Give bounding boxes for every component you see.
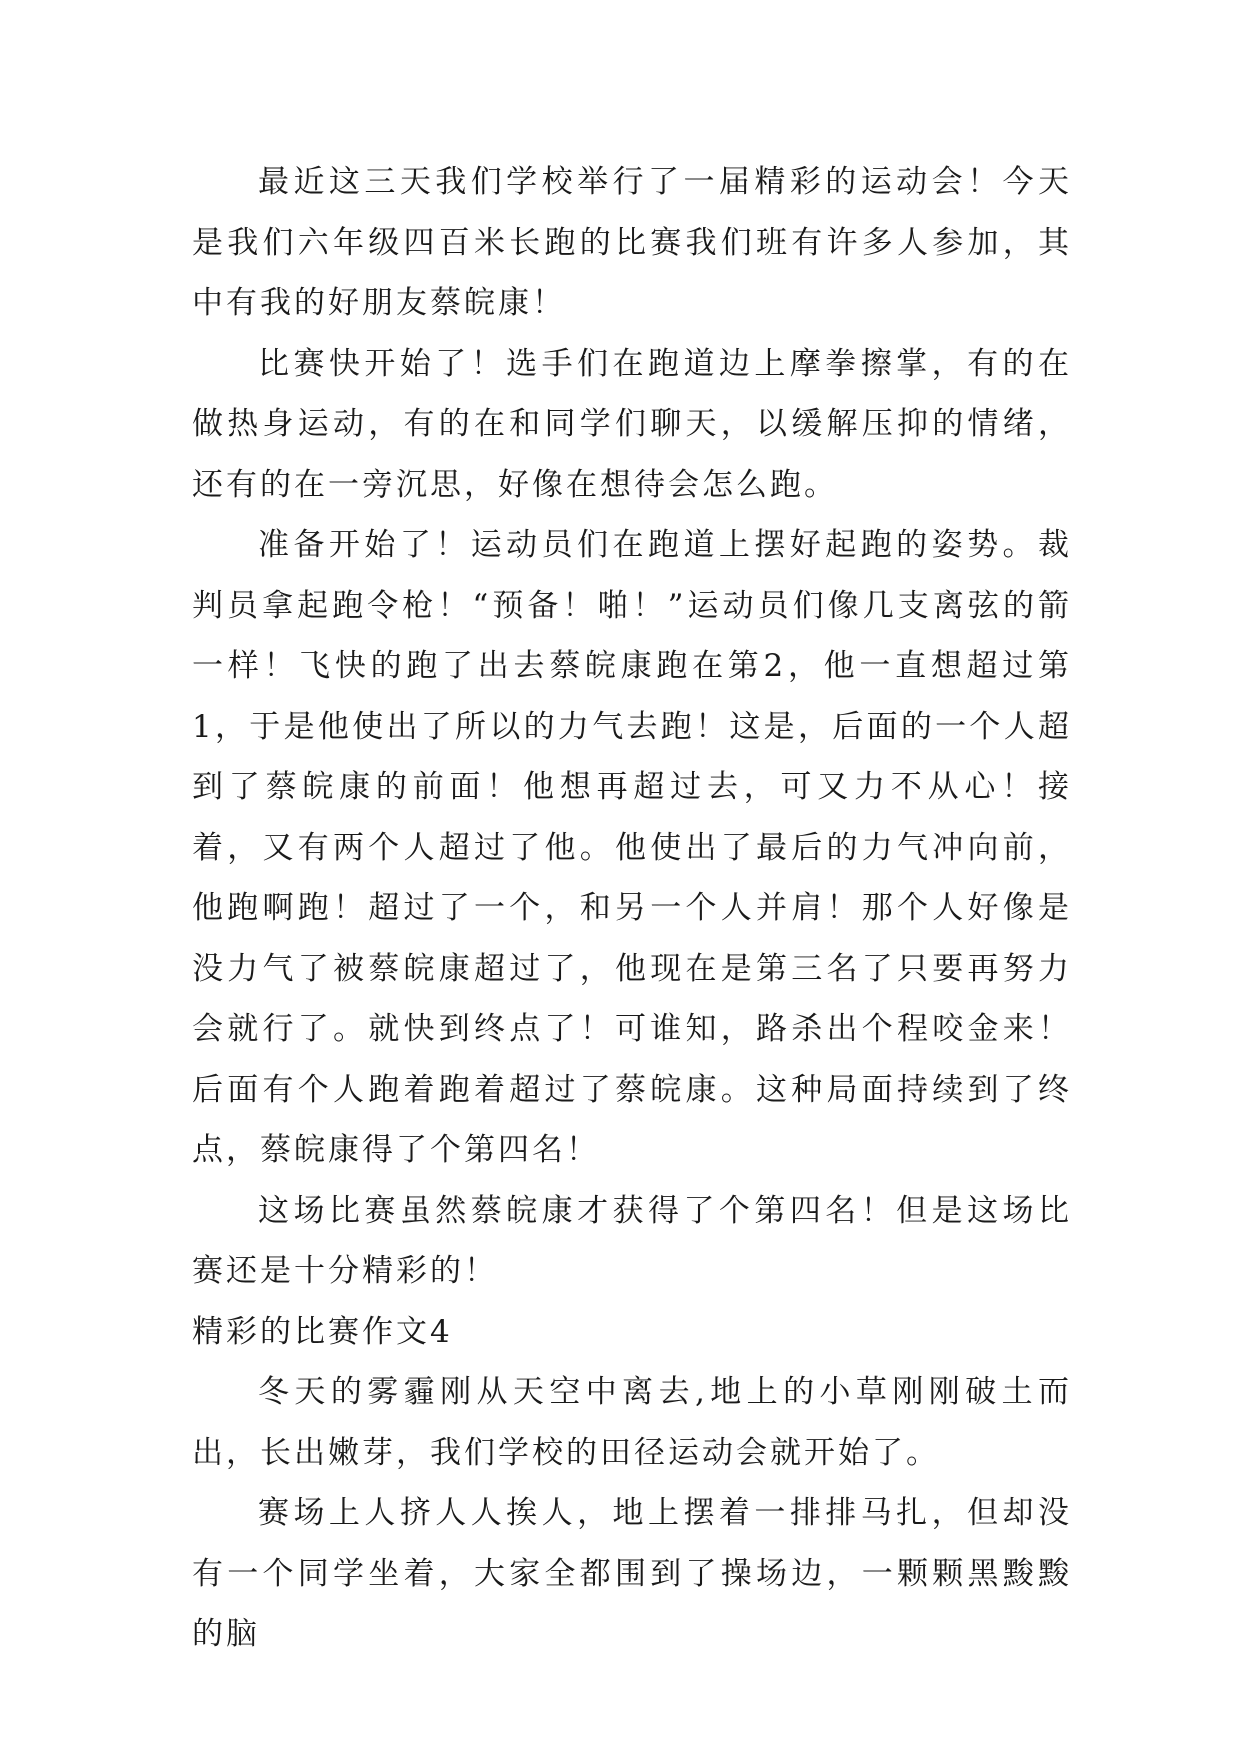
document-body xyxy=(192,152,1072,1665)
paragraph-4: 这场比赛虽然蔡皖康才获得了个第四名！但是这场比赛还是十分精彩的！ xyxy=(192,1192,1072,1289)
paragraph-6: 赛场上人挤人人挨人，地上摆着一排排马扎，但却没有一个同学坐着，大家全都围到了操场边，一颗颗黑黢黢的脑 xyxy=(192,1495,1072,1652)
paragraph-2: 比赛快开始了！选手们在跑道边上摩拳擦掌，有的在做热身运动，有的在和同学们聊天，以缓解压抑的情绪，还有的在一旁沉思，好像在想待会怎么跑。 xyxy=(192,345,1072,503)
section-heading: 精彩的比赛作文4 xyxy=(192,1313,453,1350)
paragraph-1: 最近这三天我们学校举行了一届精彩的运动会！今天是我们六年级四百米长跑的比赛我们班有许多人参加，其中有我的好朋友蔡皖康！ xyxy=(192,164,1072,321)
paragraph-5: 冬天的雾霾刚从天空中离去,地上的小草刚刚破土而出，长出嫩芽，我们学校的田径运动会就开始了。 xyxy=(192,1374,1072,1471)
paragraph-3: 准备开始了！运动员们在跑道上摆好起跑的姿势。裁判员拿起跑令枪！“预备！啪！”运动员们像几支离弦的箭一样！飞快的跑了出去蔡皖康跑在第2，他一直想超过第1，于是他使出了所以的力气去跑！这是，后面的一个人超到了蔡皖康的前面！他想再超过去，可又力不从心！接着，又有两个人超过了他。他使出了最后的力气冲向前，他跑啊跑！超过了一个，和另一个人并肩！那个人好像是没力气了被蔡皖康超过了，他现在是第三名了只要再努力会就行了。就快到终点了！可谁知，路杀出个程咬金来！后面有个人跑着跑着超过了蔡皖康。这种局面持续到了终点，蔡皖康得了个第四名！ xyxy=(192,527,1072,1168)
